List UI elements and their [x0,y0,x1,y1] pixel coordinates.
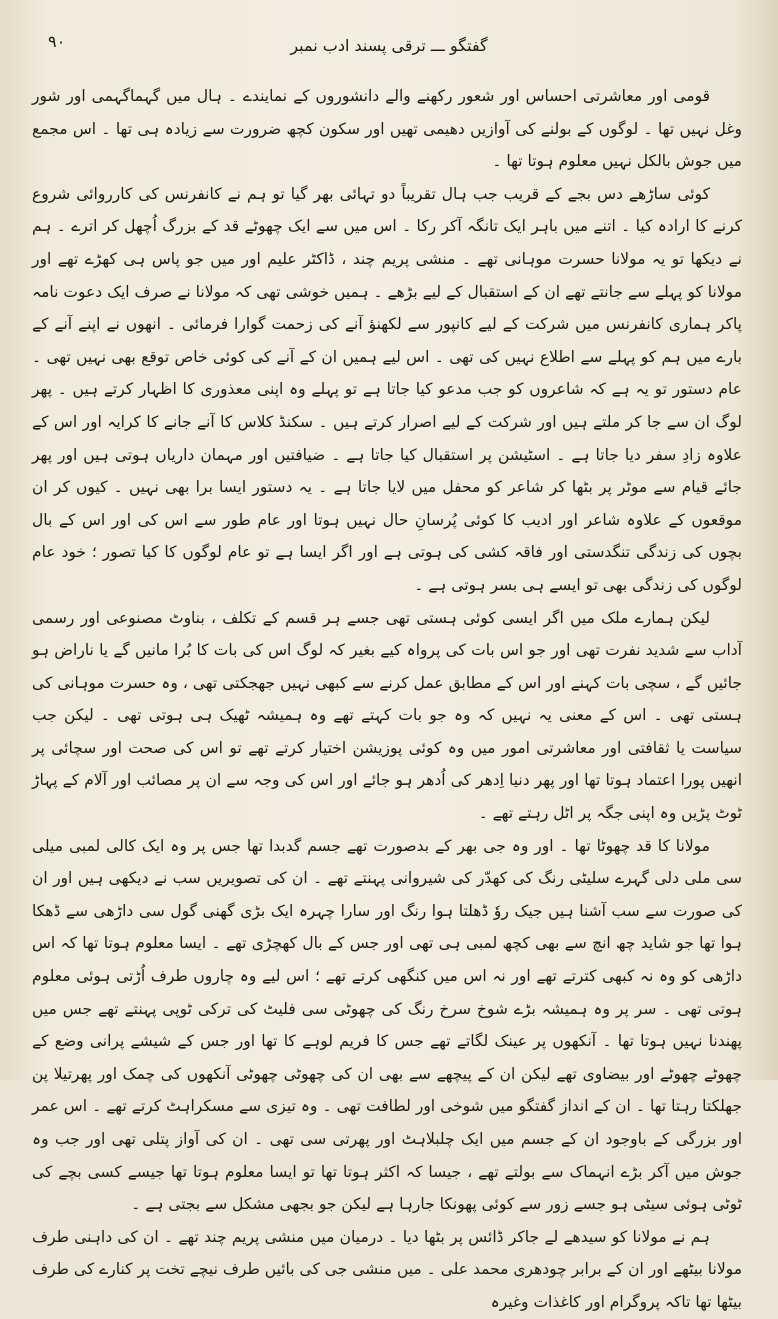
paragraph-4: مولانا کا قد چھوٹا تھا ۔ اور وہ جی بھر کے بدصورت تھے جسم گدبدا تھا جس پر وہ ایک کالی لمبی میلی سی ملی دلی گہرے سلیٹی رنگ کی کھدّر کی شیروانی پہنتے تھے ۔ ان کی تصویریں سب نے دیکھی ہیں اور ان کی صورت سے سب آشنا ہیں جیک روٗ ڈھلتا ہوا رنگ اور سارا چہرہ ایک بڑی گھنی گول سی داڑھی سے ڈھکا ہوا تھا جو شاید چھ انچ سے بھی کچھ لمبی ہی تھی اور جس کے بال کھچڑی تھے ۔ ایسا معلوم ہوتا تھا کہ اس داڑھی کو وہ نہ کبھی کترتے تھے اور نہ اس میں کنگھی کرتے تھے ؛ اس لیے وہ چاروں طرف اُڑتی ہوئی معلوم ہوتی تھی ۔ سر پر وہ ہمیشہ بڑے شوخ سرخ رنگ کی چھوٹی سی فلیٹ کی ترکی ٹوپی پہنتے تھے جس میں پھندنا نہیں ہوتا تھا ۔ آنکھوں پر عینک لگاتے تھے جس کا فریم لوہے کا تھا اور جس کے شیشے پرانی وضع کے چھوٹے چھوٹے اور بیضاوی تھے لیکن ان کے پیچھے سے بھی ان کی چھوٹی چھوٹی آنکھوں کی چمک اور پھرتیلا پن جھلکتا رہتا تھا ۔ ان کے انداز گفتگو میں شوخی اور لطافت تھی ۔ وہ تیزی سے مسکراہٹ کرتے تھے ۔ اس عمر اور بزرگی کے باوجود ان کے جسم میں ایک چلبلاہٹ اور پھرتی سی تھی ۔ ان کی آواز پتلی تھی اور جب وہ جوش میں آکر بڑے انہماک سے بولتے تھے ، جیسا کہ اکثر ہوتا تھا تو ایسا معلوم ہوتا تھا جیسے کسی بچے کی ٹوٹی ہوئی سیٹی ہو جسے زور سے کوئی پھونکا جارہا ہے لیکن جو بجھی مشکل سے بجتی ہے ۔ [32,836,742,1214]
body-text [32,80,742,1311]
page-number: ۹۰ [48,32,66,51]
paragraph-1: قومی اور معاشرتی احساس اور شعور رکھنے والے دانشوروں کے نمایندے ۔ ہال میں گہماگہمی اور شور وغل نہیں تھا ۔ لوگوں کے بولنے کی آوازیں دھیمی تھیں اور سکون کچھ ضرورت سے زیادہ ہی تھا ۔ اس مجمع میں جوش بالکل نہیں معلوم ہوتا تھا ۔ [32,87,742,171]
paragraph-3: لیکن ہمارے ملک میں اگر ایسی کوئی ہستی تھی جسے ہر قسم کے تکلف ، بناوٹ مصنوعی اور رسمی آداب سے شدید نفرت تھی اور جو اس بات کی پرواہ کیے بغیر کہ لوگ اس کی بات کا بُرا مانیں گے یا ناراض ہو جائیں گے ، سچی بات کہنے اور اس کے مطابق عمل کرنے سے کبھی نہیں جھجکتی تھی ، وہ حسرت موہانی کی ہستی تھی ۔ اس کے معنی یہ نہیں کہ وہ جو بات کہتے تھے وہ ہمیشہ ٹھیک ہی ہوتی تھی ۔ لیکن جب سیاست یا ثقافتی اور معاشرتی امور میں وہ کوئی پوزیشن اختیار کرتے تھے تو اس کی صحت اور سچائی پر انھیں پورا اعتماد ہوتا تھا اور پھر دنیا اِدھر کی اُدھر ہو جائے اور اس کی وجہ سے ان پر مصائب اور آلام کے پہاڑ ٹوٹ پڑیں وہ اپنی جگہ پر اٹل رہتے تھے ۔ [32,608,742,823]
paragraph-5: ہم نے مولانا کو سیدھے لے جاکر ڈائس پر بٹھا دیا ۔ درمیان میں منشی پریم چند تھے ۔ ان کی داہنی طرف مولانا بیٹھے اور ان کے برابر چودھری محمد علی ۔ میں منشی جی کی بائیں طرف نیچے تخت پر کنارے کی طرف بیٹھا تھا تاکہ پروگرام اور کاغذات وغیرہ [32,1227,742,1311]
page-header [30,28,748,62]
running-head: گفتگو ـــ ترقی پسند ادب نمبر [290,35,488,55]
paragraph-2: کوئی ساڑھے دس بجے کے قریب جب ہال تقریباً دو تہائی بھر گیا تو ہم نے کانفرنس کی کارروائی شروع کرنے کا ارادہ کیا ۔ اتنے میں باہر ایک تانگہ آکر رکا ۔ اس میں سے ایک چھوٹے قد کے بزرگ اُچھل کر اترے ۔ ہم نے دیکھا تو یہ مولانا حسرت موہانی تھے ۔ منشی پریم چند ، ڈاکٹر علیم اور میں جو پاس ہی کھڑے تھے اور مولانا کو پہلے سے جانتے تھے ان کے استقبال کے لیے بڑھے ۔ ہمیں خوشی تھی کہ مولانا نے صرف ایک دعوت نامہ پاکر ہماری کانفرنس میں شرکت کے لیے کانپور سے لکھنؤ آنے کی زحمت گوارا فرمائی ۔ انھوں نے اپنے آنے کے بارے میں ہم کو پہلے سے اطلاع نہیں کی تھی ۔ اس لیے ہمیں ان کے آنے کی کوئی خاص توقع بھی نہیں تھی ۔ عام دستور تو یہ ہے کہ شاعروں کو جب مدعو کیا جاتا ہے تو پہلے وہ اپنی معذوری کا اظہار کرتے ہیں ۔ پھر لوگ ان سے جا کر ملتے ہیں اور شرکت کے لیے اصرار کرتے ہیں ۔ سکنڈ کلاس کا آنے جانے کا کرایہ اور اس کے علاوہ زادِ سفر دیا جاتا ہے ۔ اسٹیشن پر استقبال کیا جاتا ہے ۔ ضیافتیں اور مہمان داریاں ہوتی ہیں اور پھر جائے قیام سے موٹر پر بٹھا کر شاعر کو محفل میں لایا جاتا ہے ۔ یہ دستور ایسا برا بھی نہیں ۔ کیوں کر ان موقعوں کے علاوہ شاعر اور ادیب کا کوئی پُرسانِ حال نہیں ہوتا اور عام طور سے اس کی اور اس کے بال بچوں کی زندگی تنگدستی اور فاقہ کشی کی ہوتی ہے اور اگر ایسا ہے تو عام لوگوں کا کیا تصور ؛ خود عام لوگوں کی زندگی بھی تو ایسے ہی بسر ہوتی ہے ۔ [32,184,742,594]
